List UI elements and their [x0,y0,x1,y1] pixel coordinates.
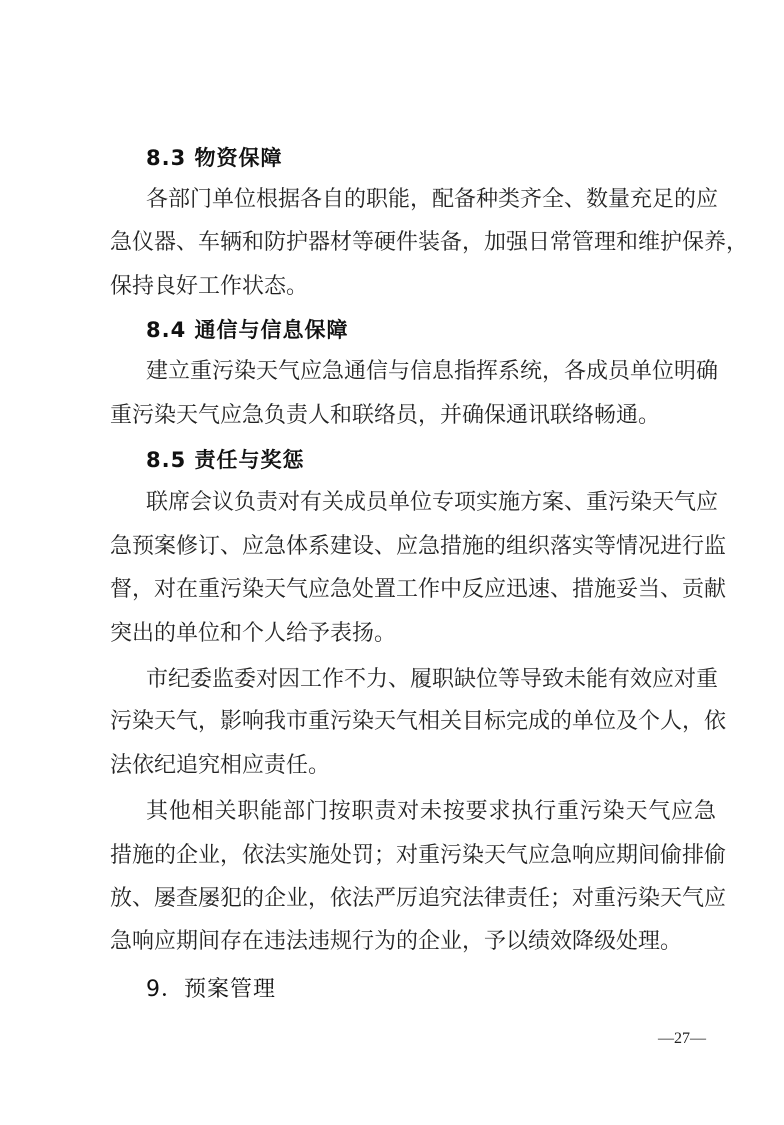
heading-9: 9．预案管理 [146,977,276,1002]
text-line: 急响应期间存在违法违规行为的企业，予以绩效降级处理。 [110,929,683,954]
text-line: 急仪器、车辆和防护器材等硬件装备，加强日常管理和维护保养， [110,230,749,255]
text-line: 其他相关职能部门按职责对未按要求执行重污染天气应急 [146,799,716,824]
text-line: 建立重污染天气应急通信与信息指挥系统，各成员单位明确 [146,359,719,384]
text-line: 措施的企业，依法实施处罚；对重污染天气应急响应期间偷排偷 [110,843,727,868]
text-line: 联席会议负责对有关成员单位专项实施方案、重污染天气应 [146,490,719,515]
text-line: 各部门单位根据各自的职能，配备种类齐全、数量充足的应 [146,187,719,212]
heading-8-3: 8.3 物资保障 [146,146,283,170]
text-line: 法依纪追究相应责任。 [110,753,331,778]
text-line: 放、屡查屡犯的企业，依法严厉追究法律责任；对重污染天气应 [110,886,727,911]
text-line: 突出的单位和个人给予表扬。 [110,621,397,646]
text-line: 督，对在重污染天气应急处置工作中反应迅速、措施妥当、贡献 [110,577,727,602]
text-line: 重污染天气应急负责人和联络员，并确保通讯联络畅通。 [110,403,661,428]
text-line: 污染天气，影响我市重污染天气相关目标完成的单位及个人，依 [110,709,727,734]
page-number: —27— [658,1030,706,1047]
text-line: 保持良好工作状态。 [110,274,309,299]
text-line: 急预案修订、应急体系建设、应急措施的组织落实等情况进行监 [110,534,727,559]
text-line: 市纪委监委对因工作不力、履职缺位等导致未能有效应对重 [146,667,719,692]
heading-8-5: 8.5 责任与奖惩 [146,448,305,472]
heading-8-4: 8.4 通信与信息保障 [146,318,349,342]
